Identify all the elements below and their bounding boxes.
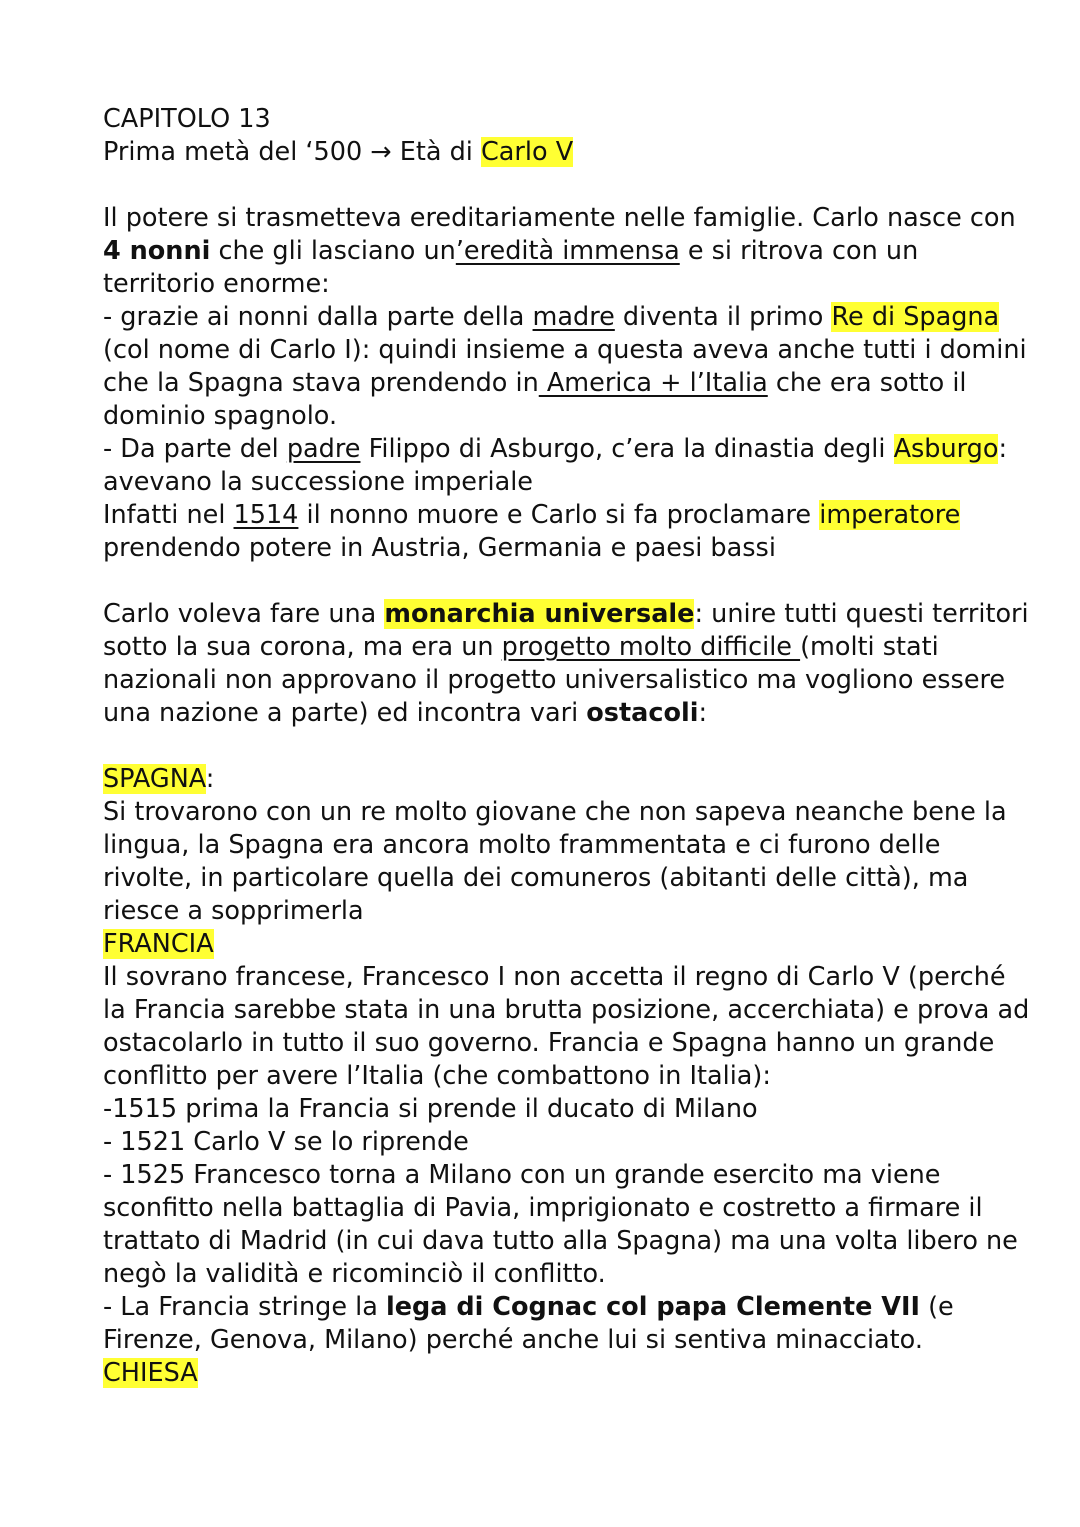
text-segment: Carlo voleva fare una <box>103 599 385 629</box>
underlined-text: padre <box>286 434 361 464</box>
text-segment: lingua, la Spagna era ancora molto frammentata e ci furono delle <box>103 830 941 860</box>
text-line <box>103 631 1003 664</box>
text-line <box>103 1093 1003 1126</box>
text-segment: sconfitto nella battaglia di Pavia, imprigionato e costretto a firmare il <box>103 1193 983 1223</box>
highlighted-text: Asburgo <box>893 434 999 464</box>
text-segment: - 1521 Carlo V se lo riprende <box>103 1127 469 1157</box>
text-segment: : <box>698 698 708 728</box>
text-segment: : <box>205 764 215 794</box>
text-segment: -1515 prima la Francia si prende il ducato di Milano <box>103 1094 758 1124</box>
text-line <box>103 664 1006 697</box>
text-line <box>103 598 1029 631</box>
text-segment: Si trovarono con un re molto giovane che non sapeva neanche bene la <box>103 797 1007 827</box>
text-segment: - 1525 Francesco torna a Milano con un grande esercito ma viene <box>103 1160 941 1190</box>
text-line <box>103 367 1003 400</box>
highlighted-text: FRANCIA <box>103 929 214 959</box>
text-segment: e si ritrova con un <box>679 236 919 266</box>
text-line <box>103 1027 1003 1060</box>
text-line <box>103 1159 1003 1192</box>
text-segment: Firenze, Genova, Milano) perché anche lui si sentiva minacciato. <box>103 1325 923 1355</box>
text-segment: (molti stati <box>800 632 939 662</box>
text-segment: trattato di Madrid (in cui dava tutto alla Spagna) ma una volta libero ne <box>103 1226 1018 1256</box>
bold-text: lega di Cognac col papa Clemente VII <box>385 1292 920 1322</box>
blank-line <box>103 730 1003 763</box>
underlined-text: ’eredità immensa <box>455 236 680 266</box>
text-line <box>103 301 1003 334</box>
text-segment: sotto la sua corona, ma era un <box>103 632 502 662</box>
text-segment: Prima metà del ‘500 → <box>103 137 400 167</box>
text-line <box>103 1225 1018 1258</box>
text-segment: negò la validità e ricominciò il conflitto. <box>103 1259 606 1289</box>
text-line <box>103 1126 1003 1159</box>
text-segment: Età di <box>399 137 481 167</box>
text-line <box>103 334 1027 367</box>
underlined-text: madre <box>532 302 615 332</box>
bold-text: ostacoli <box>586 698 699 728</box>
text-segment: CAPITOLO 13 <box>103 104 271 134</box>
text-segment: una nazione a parte) ed incontra vari <box>103 698 587 728</box>
text-segment: Infatti nel <box>103 500 234 530</box>
text-line <box>103 433 1008 466</box>
text-segment: : unire tutti questi territori <box>694 599 1029 629</box>
text-segment: nazionali non approvano il progetto universalistico ma vogliono essere <box>103 665 1006 695</box>
text-segment: dominio spagnolo. <box>103 401 338 431</box>
text-line <box>103 961 1006 994</box>
text-line <box>103 829 1003 862</box>
highlighted-text: Carlo V <box>480 137 574 167</box>
text-line <box>103 928 1003 961</box>
text-line <box>103 1291 1003 1324</box>
text-segment: la Francia sarebbe stata in una brutta posizione, accerchiata) e prova ad <box>103 995 1030 1025</box>
highlighted-text: SPAGNA <box>103 764 206 794</box>
text-segment: Filippo di Asburgo, c’era la dinastia degli <box>360 434 894 464</box>
highlighted-text: Re di Spagna <box>831 302 1000 332</box>
text-line <box>103 1060 1003 1093</box>
text-line <box>103 763 1003 796</box>
highlighted-text: CHIESA <box>103 1358 198 1388</box>
text-segment: diventa il primo <box>614 302 832 332</box>
bold-text: 4 nonni <box>103 236 211 266</box>
text-line <box>103 466 1003 499</box>
text-line <box>103 103 1003 136</box>
text-segment: - grazie ai nonni dalla parte della <box>103 302 533 332</box>
text-segment: : <box>998 434 1008 464</box>
text-segment: prendendo potere in Austria, Germania e paesi bassi <box>103 533 776 563</box>
document-page <box>103 103 1030 1390</box>
text-segment: avevano la successione imperiale <box>103 467 533 497</box>
text-line <box>103 235 1003 268</box>
text-segment: rivolte, in particolare quella dei comuneros (abitanti delle città), ma <box>103 863 969 893</box>
text-line <box>103 1324 1003 1357</box>
text-line <box>103 862 1003 895</box>
blank-line <box>103 169 1003 202</box>
text-segment: conflitto per avere l’Italia (che combattono in Italia): <box>103 1061 771 1091</box>
highlighted-text: imperatore <box>819 500 961 530</box>
text-line <box>103 499 1003 532</box>
text-segment: Il sovrano francese, Francesco I non accetta il regno di Carlo V (perché <box>103 962 1006 992</box>
underlined-text: 1514 <box>233 500 299 530</box>
text-segment: (col nome di Carlo I): quindi insieme a questa aveva anche tutti i domini <box>103 335 1027 365</box>
text-line <box>103 796 1007 829</box>
text-line <box>103 136 1003 169</box>
text-segment: ostacolarlo in tutto il suo governo. Francia e Spagna hanno un grande <box>103 1028 995 1058</box>
text-segment: - La Francia stringe la <box>103 1292 386 1322</box>
text-segment: (e <box>919 1292 954 1322</box>
text-line <box>103 202 1016 235</box>
text-line <box>103 1192 1003 1225</box>
text-line <box>103 697 1003 730</box>
text-segment: che era sotto il <box>767 368 967 398</box>
underlined-text: progetto molto difficile <box>501 632 801 662</box>
text-line <box>103 1357 1003 1390</box>
text-segment: Il potere si trasmetteva ereditariamente nelle famiglie. Carlo nasce con <box>103 203 1016 233</box>
text-segment: che la Spagna stava prendendo in <box>103 368 539 398</box>
highlighted-text: monarchia universale <box>384 599 695 629</box>
text-segment: - Da parte del <box>103 434 287 464</box>
text-line <box>103 532 1003 565</box>
text-line <box>103 400 1003 433</box>
underlined-text: America + l’Italia <box>538 368 768 398</box>
text-segment: territorio enorme: <box>103 269 330 299</box>
text-line <box>103 895 1003 928</box>
text-line <box>103 1258 1003 1291</box>
text-line <box>103 994 1030 1027</box>
text-segment: riesce a sopprimerla <box>103 896 364 926</box>
blank-line <box>103 565 1003 598</box>
text-segment: il nonno muore e Carlo si fa proclamare <box>298 500 820 530</box>
text-segment: che gli lasciano un <box>210 236 456 266</box>
text-line <box>103 268 1003 301</box>
